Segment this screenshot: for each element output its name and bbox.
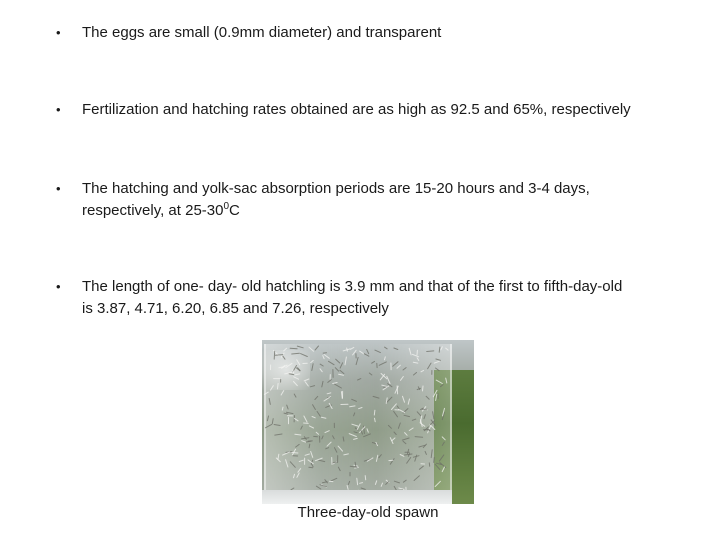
bullet-text-line-1: The hatching and yolk-sac absorption periods are 15-20 hours and 3-4 days, [82, 180, 590, 197]
bullet-text-line-2 [82, 200, 240, 222]
spawn-photo [262, 340, 474, 504]
bullet-point: • [56, 181, 61, 196]
bullet-point: • [56, 102, 61, 117]
superscript-degree: 0 [223, 201, 230, 212]
bullet-text-line-2: is 3.87, 4.71, 6.20, 6.85 and 7.26, respectively [82, 300, 389, 317]
spawn-larvae [262, 340, 474, 504]
bullet-text-line-2-unit: C [229, 202, 240, 219]
bullet-text: The eggs are small (0.9mm diameter) and transparent [82, 24, 442, 41]
bullet-text: Fertilization and hatching rates obtained are as high as 92.5 and 65%, respectively [82, 101, 631, 118]
bullet-text-line-1: The length of one- day- old hatchling is 3.9 mm and that of the first to fifth-day-old [82, 278, 623, 295]
bullet-point: • [56, 25, 61, 40]
figure-caption: Three-day-old spawn [297, 504, 439, 521]
bullet-text-line-2-main: respectively, at 25-30 [82, 202, 224, 219]
bullet-point: • [56, 279, 61, 294]
